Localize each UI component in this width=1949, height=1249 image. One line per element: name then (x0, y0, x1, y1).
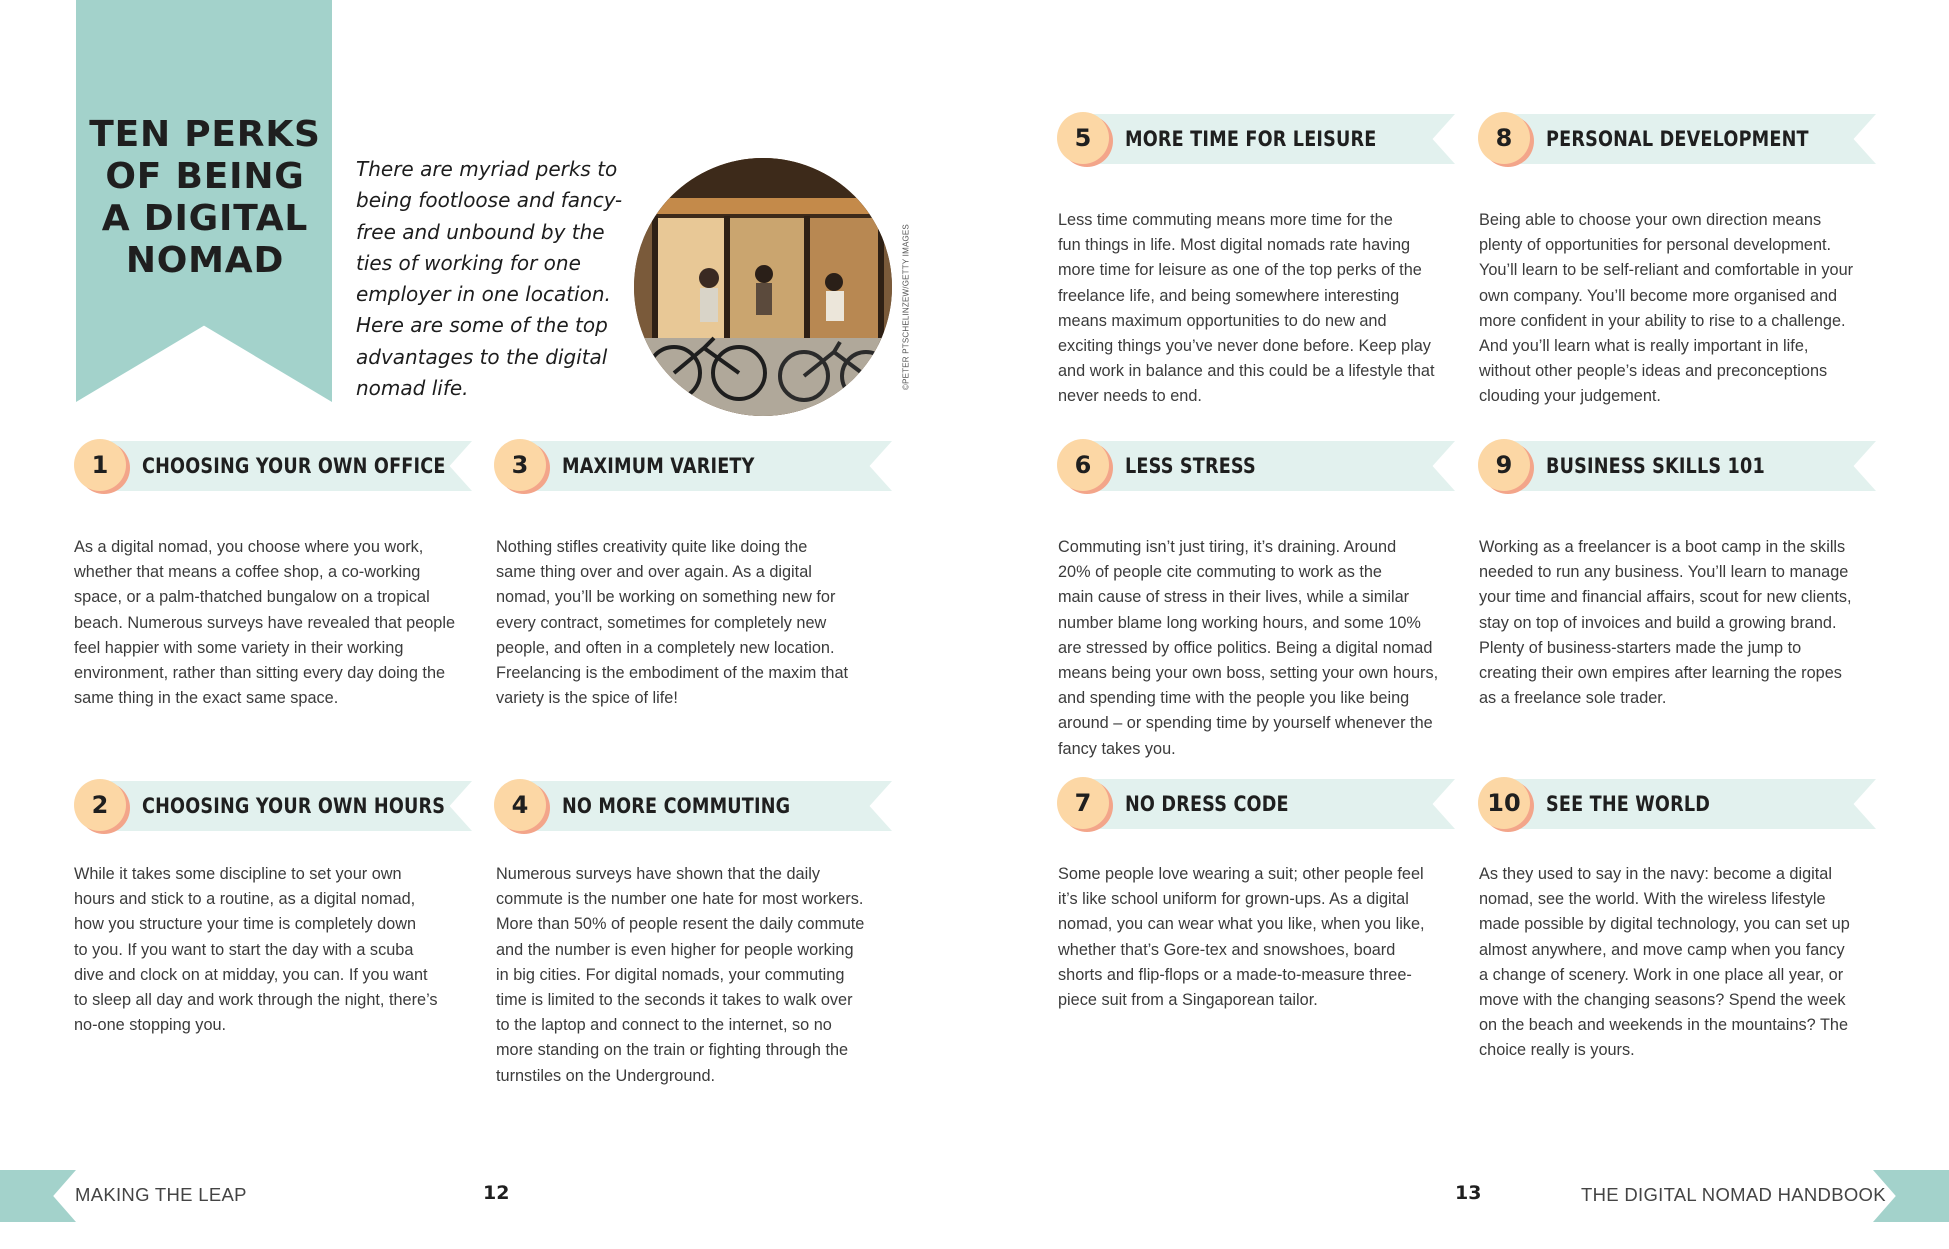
section-7-title: NO DRESS CODE (1125, 792, 1289, 816)
section-9-title: BUSINESS SKILLS 101 (1546, 454, 1765, 478)
text-line: Nothing stifles creativity quite like doing the (496, 538, 808, 556)
section-5-title: MORE TIME FOR LEISURE (1125, 127, 1377, 151)
text-line: freelance life, and being somewhere interesting (1058, 286, 1400, 305)
section-10-title: SEE THE WORLD (1546, 792, 1711, 816)
text-line: and work in balance and this could be a lifestyle that (1058, 362, 1435, 381)
text-line: every contract, sometimes for completely new (496, 613, 827, 632)
text-line: made possible by digital technology, you can set up (1479, 915, 1850, 934)
section-2-banner (74, 780, 472, 832)
section-number-badge: 2 (74, 779, 126, 831)
text-line: more standing on the train or fighting through the (496, 1041, 849, 1060)
section-7-banner (1057, 778, 1455, 830)
text-line: variety is the spice of life! (496, 689, 678, 708)
text-line: nomad, you’ll be working on something new for (496, 588, 836, 607)
page-number-right: 13 (1455, 1182, 1482, 1204)
section-6-text (1058, 535, 1468, 762)
intro-line: Here are some of the top (356, 313, 608, 338)
section-6-banner (1057, 440, 1455, 492)
text-line: are stressed by office politics. Being a digital nomad (1058, 638, 1433, 657)
text-line: commute is the number one hate for most workers. (496, 890, 864, 909)
text-line: your time and financial affairs, scout for new clients, (1479, 588, 1852, 607)
text-line: 20% of people cite commuting to work as the (1058, 563, 1382, 582)
text-line: needed to run any business. You’ll learn to manage (1479, 563, 1849, 582)
text-line: same thing in the exact same space. (74, 689, 339, 708)
photo-credit: ©PETER PTSCHELINZEW/GETTY IMAGES (901, 224, 911, 390)
text-line: as a freelance sole trader. (1479, 689, 1667, 708)
section-1-banner (74, 440, 472, 492)
footer-left-text: MAKING THE LEAP (75, 1184, 247, 1205)
text-line: how you structure your time is completely down (74, 915, 417, 934)
text-line: space, or a palm-thatched bungalow on a tropical (74, 588, 430, 607)
section-3-text (496, 535, 906, 711)
section-3-banner (494, 440, 892, 492)
text-line: beach. Numerous surveys have revealed that people (74, 613, 456, 632)
text-line: As a digital nomad, you choose where you work, (74, 538, 424, 556)
text-line: piece suit from a Singaporean tailor. (1058, 991, 1318, 1010)
text-line: fun things in life. Most digital nomads rate having (1058, 236, 1411, 255)
footer-left-ribbon (0, 1170, 76, 1222)
cafe-photo-illustration (634, 158, 892, 416)
text-line: to sleep all day and work through the night, there’s (74, 991, 438, 1010)
text-line: Freelancing is the embodiment of the maxim that (496, 664, 849, 683)
section-3-title: MAXIMUM VARIETY (562, 454, 755, 478)
intro-line: free and unbound by the (356, 219, 605, 244)
section-2-text (74, 862, 484, 1038)
section-5-banner (1057, 113, 1455, 165)
section-8-text (1479, 208, 1889, 410)
text-line: more time for leisure as one of the top perks of the (1058, 261, 1422, 280)
text-line: creating their own empires after learning the ropes (1479, 664, 1842, 683)
text-line: dive and clock on at midday, you can. If you want (74, 965, 428, 984)
text-line: time is limited to the seconds it takes to walk over (496, 991, 853, 1010)
text-line: hours and stick to a routine, as a digital nomad, (74, 890, 416, 909)
intro-line: employer in one location. (356, 282, 611, 307)
text-line: and spending time with the people you like being (1058, 689, 1410, 708)
text-line: environment, rather than sitting every day doing the (74, 664, 446, 683)
intro-line: nomad life. (356, 376, 469, 401)
text-line: almost anywhere, and move camp when you fancy (1479, 940, 1845, 959)
text-line: main cause of stress in their lives, while a similar (1058, 588, 1410, 607)
text-line: nomad, see the world. With the wireless lifestyle (1479, 890, 1826, 909)
section-10-text (1479, 862, 1889, 1064)
title-line-3: A DIGITAL (101, 198, 309, 239)
section-4-text (496, 862, 906, 1089)
text-line: stay on top of invoices and build a growing brand. (1479, 613, 1837, 632)
text-line: same thing over and over again. As a digital (496, 563, 812, 582)
section-number-badge: 7 (1057, 777, 1109, 829)
text-line: never needs to end. (1058, 387, 1202, 406)
section-number-badge: 5 (1057, 112, 1109, 164)
text-line: no-one stopping you. (74, 1016, 227, 1035)
title-line-2: OF BEING (105, 156, 305, 197)
text-line: around – or spending time by yourself whenever the (1058, 714, 1433, 733)
section-8-title: PERSONAL DEVELOPMENT (1546, 127, 1809, 151)
text-line: Less time commuting means more time for the (1058, 211, 1393, 229)
text-line: While it takes some discipline to set your own (74, 865, 402, 883)
text-line: own company. You’ll become more organised and (1479, 286, 1838, 305)
title-line-4: NOMAD (125, 240, 285, 281)
section-number-badge: 10 (1478, 777, 1530, 829)
page-number-left: 12 (483, 1182, 510, 1204)
section-1-text (74, 535, 484, 711)
section-number-badge: 4 (494, 779, 546, 831)
text-line: choice really is yours. (1479, 1041, 1635, 1060)
text-line: shorts and flip-flops or a made-to-measure three- (1058, 965, 1412, 984)
section-4-banner (494, 780, 892, 832)
text-line: turnstiles on the Underground. (496, 1066, 716, 1085)
section-4-title: NO MORE COMMUTING (562, 794, 791, 818)
section-9-banner (1478, 440, 1876, 492)
section-7-text (1058, 862, 1468, 1013)
cafe-photo (634, 158, 892, 416)
text-line: plenty of opportunities for personal development. (1479, 236, 1832, 255)
intro-line: There are myriad perks to (356, 157, 618, 181)
text-line: on the beach and weekends in the mountains? The (1479, 1016, 1849, 1035)
section-number-badge: 3 (494, 439, 546, 491)
text-line: move with the changing seasons? Spend the week (1479, 991, 1846, 1010)
text-line: to the laptop and connect to the internet, so no (496, 1016, 832, 1035)
text-line: clouding your judgement. (1479, 387, 1661, 406)
text-line: exciting things you’ve never done before. Keep play (1058, 337, 1431, 356)
text-line: it’s like school uniform for grown-ups. As a digital (1058, 890, 1409, 909)
section-9-text (1479, 535, 1889, 711)
text-line: nomad, you can wear what you like, when you like, (1058, 915, 1425, 934)
text-line: You’ll learn to be self-reliant and comfortable in your (1479, 261, 1854, 280)
text-line: without other people’s ideas and preconceptions (1479, 362, 1828, 381)
text-line: whether that means a coffee shop, a co-working (74, 563, 421, 582)
text-line: means being your own boss, setting your own hours, (1058, 664, 1439, 683)
text-line: Commuting isn’t just tiring, it’s draining. Around (1058, 538, 1397, 556)
text-line: a change of scenery. Work in one place all year, or (1479, 965, 1844, 984)
text-line: people, and often in a completely new location. (496, 638, 835, 657)
text-line: Being able to choose your own direction means (1479, 211, 1822, 229)
text-line: and the number is even higher for people working (496, 940, 854, 959)
text-line: means maximum opportunities to do new and (1058, 311, 1387, 330)
intro-line: being footloose and fancy- (356, 188, 623, 213)
intro-line: advantages to the digital (356, 344, 608, 369)
text-line: feel happier with some variety in their working (74, 638, 404, 657)
section-number-badge: 9 (1478, 439, 1530, 491)
section-number-badge: 1 (74, 439, 126, 491)
text-line: And you’ll learn what is really important in life, (1479, 337, 1809, 356)
text-line: to you. If you want to start the day with a scuba (74, 940, 414, 959)
text-line: As they used to say in the navy: become a digital (1479, 865, 1832, 883)
text-line: number blame long working hours, and some 10% (1058, 613, 1421, 632)
text-line: Numerous surveys have shown that the daily (496, 865, 820, 883)
intro-line: ties of working for one (356, 250, 581, 275)
section-number-badge: 6 (1057, 439, 1109, 491)
section-2-title: CHOOSING YOUR OWN HOURS (142, 794, 446, 818)
section-6-title: LESS STRESS (1125, 454, 1256, 478)
section-5-text (1058, 208, 1468, 410)
text-line: Plenty of business-starters made the jump to (1479, 638, 1802, 657)
text-line: fancy takes you. (1058, 739, 1176, 758)
text-line: More than 50% of people resent the daily commute (496, 915, 865, 934)
intro-paragraph (356, 154, 626, 404)
section-1-title: CHOOSING YOUR OWN OFFICE (142, 454, 446, 478)
text-line: Some people love wearing a suit; other people feel (1058, 865, 1424, 883)
section-10-banner (1478, 778, 1876, 830)
section-8-banner (1478, 113, 1876, 165)
text-line: Working as a freelancer is a boot camp in the skills (1479, 538, 1846, 556)
title-line-1: TEN PERKS (89, 114, 321, 155)
text-line: whether that’s Gore-tex and snowshoes, board (1058, 940, 1396, 959)
text-line: in big cities. For digital nomads, your commuting (496, 965, 845, 984)
footer-right-text: THE DIGITAL NOMAD HANDBOOK (1581, 1184, 1886, 1205)
text-line: more confident in your ability to rise to a challenge. (1479, 311, 1846, 330)
section-number-badge: 8 (1478, 112, 1530, 164)
